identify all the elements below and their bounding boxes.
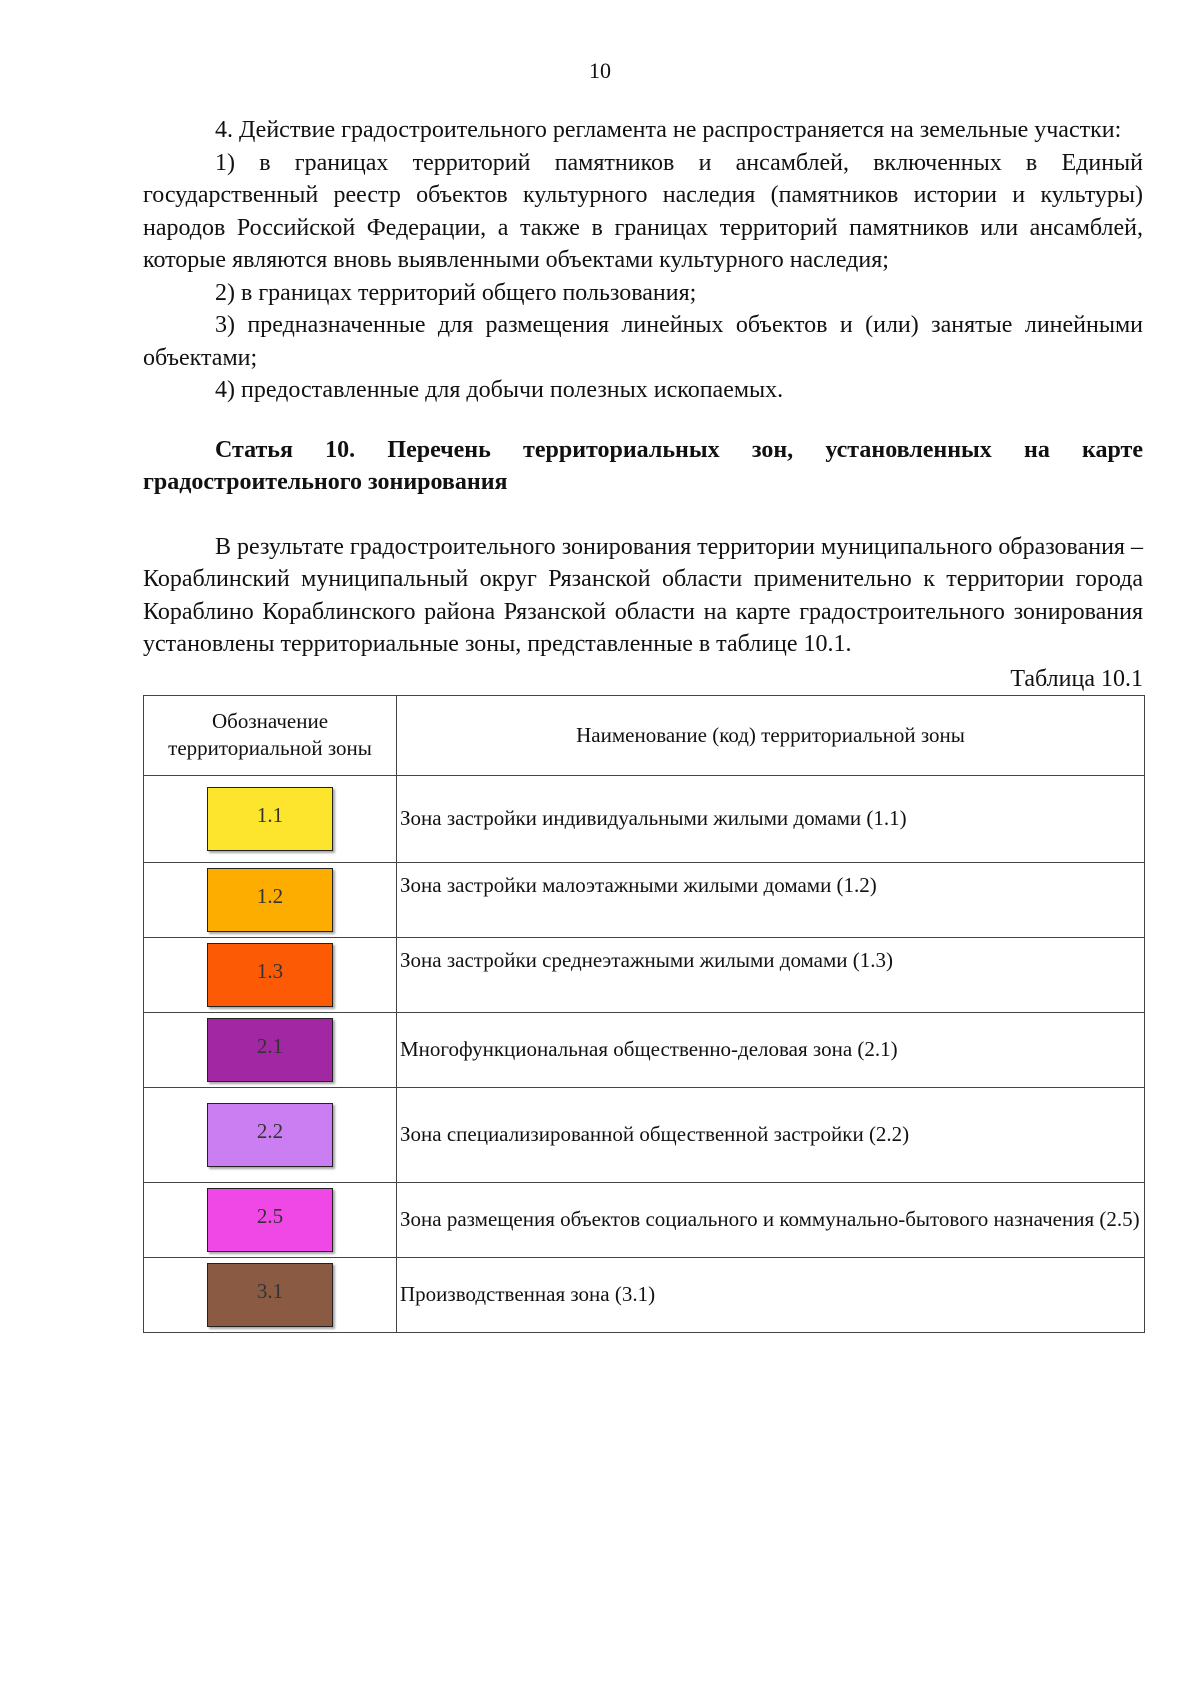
list-item-1: 1) в границах территорий памятников и ансамблей, включенных в Единый государственный реестр объектов культурного наследия (памятников истории и культуры) народов Российской Федерации, а также в границах территорий памятников или ансамблей, которые являются вновь выявленными объектами культурного наследия; (143, 149, 1143, 273)
zone-name: Зона застройки индивидуальными жилыми домами (1.1) (397, 775, 1145, 862)
table-caption: Таблица 10.1 (1010, 665, 1143, 692)
table-row (144, 1087, 1145, 1182)
paragraph-4: 4. Действие градостроительного регламента не распространяется на земельные участки: (215, 117, 1122, 143)
list-item-2: 2) в границах территорий общего пользования; (215, 279, 697, 306)
list-item-4: 4) предоставленные для добычи полезных ископаемых. (215, 377, 784, 403)
zone-name: Зона застройки среднеэтажными жилыми домами (1.3) (397, 937, 1145, 1012)
zone-swatch: 1.1 (207, 787, 333, 851)
zone-swatch: 2.2 (207, 1103, 333, 1167)
zone-name: Многофункциональная общественно-деловая зона (2.1) (397, 1012, 1145, 1087)
zone-name: Зона размещения объектов социального и коммунально-бытового назначения (2.5) (397, 1182, 1145, 1257)
zone-name: Зона застройки малоэтажными жилыми домами (1.2) (397, 862, 1145, 937)
article-title: Статья 10. Перечень территориальных зон, установленных на карте градостроительного зонирования (143, 436, 1143, 495)
table-row (144, 937, 1145, 1012)
table-header-row (144, 695, 1145, 775)
zone-swatch: 1.2 (207, 868, 333, 932)
table-row (144, 775, 1145, 862)
zone-swatch: 2.5 (207, 1188, 333, 1252)
zone-swatch: 2.1 (207, 1018, 333, 1082)
header-name: Наименование (код) территориальной зоны (397, 695, 1145, 775)
page-number: 10 (589, 58, 611, 83)
zones-table (143, 695, 1145, 1333)
list-item-3: 3) предназначенные для размещения линейных объектов и (или) занятые линейными объектами; (143, 312, 1143, 371)
zone-swatch: 1.3 (207, 943, 333, 1007)
zone-name: Производственная зона (3.1) (397, 1257, 1145, 1332)
table-row (144, 1257, 1145, 1332)
document-body (143, 114, 1143, 1333)
table-row (144, 1182, 1145, 1257)
zone-swatch: 3.1 (207, 1263, 333, 1327)
intro-paragraph: В результате градостроительного зонирования территории муниципального образования – Кораблинский муниципальный округ Рязанской области применительно к территории города Кораблино Кораблинского района Рязанской области на карте градостроительного зонирования установлены территориальные зоны, представленные в таблице 10.1. (143, 533, 1143, 657)
header-designation: Обозначение территориальной зоны (144, 695, 397, 775)
zone-name: Зона специализированной общественной застройки (2.2) (397, 1087, 1145, 1182)
table-row (144, 1012, 1145, 1087)
table-row (144, 862, 1145, 937)
